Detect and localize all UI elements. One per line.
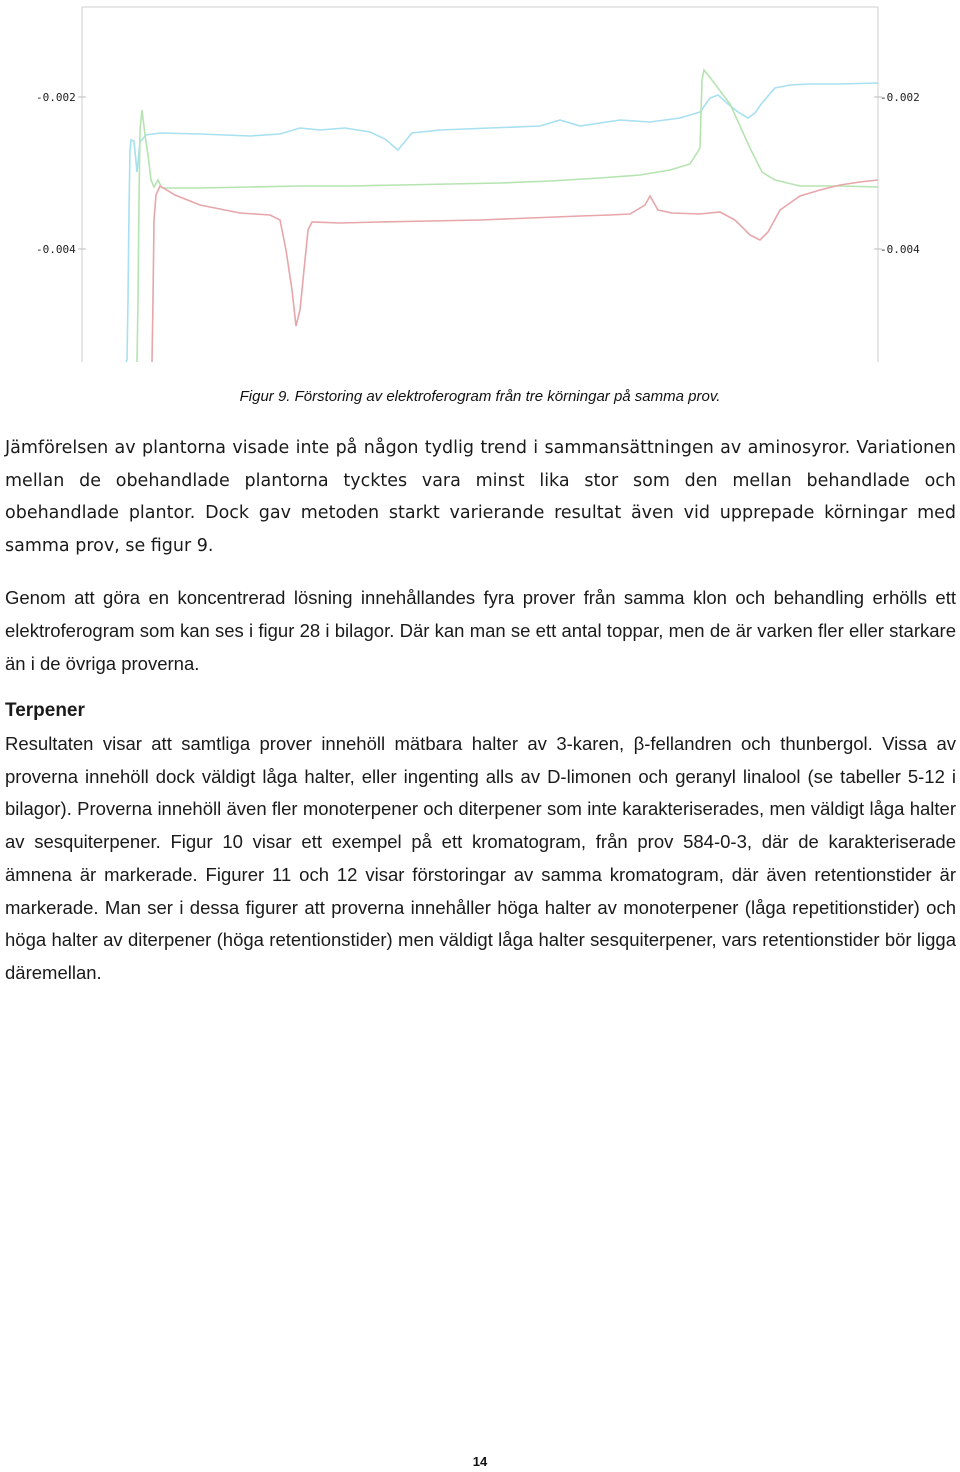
electropherogram-figure <box>0 0 960 365</box>
paragraph-amino-acids: Jämförelsen av plantorna visade inte på någon tydlig trend i sammansättningen av aminosyror. Variationen mellan de obehandlade plantorna tycktes vara minst lika stor som den mellan behandlade och obehandlade plantor. Dock gav metoden starkt varierande resultat även vid upprepade körningar med samma prov, se figur 9. <box>5 438 956 556</box>
paragraph-concentrated-solution: Genom att göra en koncentrerad lösning innehållandes fyra prover från samma klon och behandling erhölls ett elektroferogram som kan ses i figur 28 i bilagor. Där kan man se ett antal toppar, men de är varken fler eller starkare än i de övriga proverna. <box>5 587 956 674</box>
y-tick-right-2: -0.004 <box>880 243 920 256</box>
figure-caption: Figur 9. Förstoring av elektroferogram från tre körningar på samma prov. <box>239 388 721 405</box>
paragraph-terpener-results: Resultaten visar att samtliga prover innehöll mätbara halter av 3-karen, β-fellandren och thunbergol. Vissa av proverna innehöll dock väldigt låga halter, eller ingenting alls av D-limonen och geranyl linalool (se tabeller 5-12 i bilagor). Proverna innehöll även fler monoterpener och diterpener som inte karakteriserades, men väldigt låga halter av sesquiterpener. Figur 10 visar ett exempel på ett kromatogram, från prov 584-0-3, där de karakteriserade ämnena är markerade. Figurer 11 och 12 visar förstoringar av samma kromatogram, där även retentionstider är markerade. Man ser i dessa figurer att proverna innehåller höga halter av monoterpener (låga repetitionstider) och höga halter av diterpener (höga retentionstider) men väldigt låga halter sesquiterpener, vars retentionstider bör ligga däremellan. <box>5 733 956 983</box>
trace-run-2 <box>137 70 878 362</box>
y-tick-right-1: -0.002 <box>880 91 920 104</box>
y-tick-left-1: -0.002 <box>36 91 76 104</box>
section-heading-terpener: Terpener <box>5 700 85 721</box>
electropherogram-plot <box>0 0 960 365</box>
trace-run-3 <box>152 180 878 362</box>
page-number: 14 <box>472 1454 488 1469</box>
trace-run-1 <box>126 83 878 362</box>
y-tick-left-2: -0.004 <box>36 243 76 256</box>
